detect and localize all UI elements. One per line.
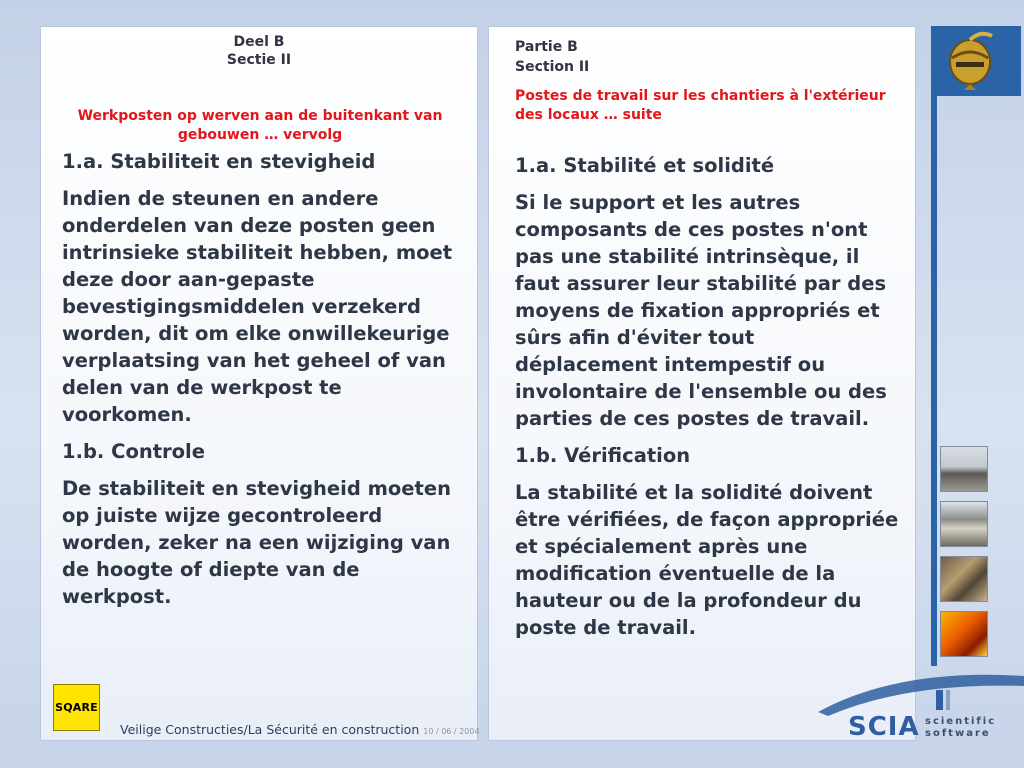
construction-photo-thumbnail [940, 556, 988, 602]
section-subtitle: Postes de travail sur les chantiers à l'extérieur des locaux … suite [515, 88, 886, 123]
part-label: Deel B [233, 34, 285, 50]
construction-photo-thumbnail [940, 611, 988, 657]
paragraph-stability: Si le support et les autres composants de ces postes n'ont pas une stabilité intrinsèque, il faut assurer leur stabilité par des moyens de fixation appropriés et sûrs afin d'éviter tout déplacement intempestif ou involontaire de l'ensemble ou des parties de ces postes de travail. [515, 191, 887, 430]
dutch-text-panel [40, 26, 478, 741]
construction-photo-thumbnail [940, 501, 988, 547]
scia-sub-line: scientific [925, 716, 997, 727]
heading-verification: 1.b. Vérification [515, 444, 691, 467]
footer-date: 10 / 06 / 2004 [423, 727, 480, 736]
footer-title: Veilige Constructies/La Sécurité en construction [120, 722, 420, 737]
blue-strip [931, 26, 937, 666]
section-label [41, 33, 477, 69]
construction-photo-thumbnail [940, 446, 988, 492]
heading-stability: 1.a. Stabiliteit en stevigheid [62, 150, 376, 173]
french-text-panel [488, 26, 916, 741]
scia-logo-text: SCIA [848, 712, 920, 742]
paragraph-control: De stabiliteit en stevigheid moeten op juiste wijze gecontroleerd worden, zeker na een wijziging van de hoogte of diepte van de werkpost. [62, 477, 451, 608]
scia-sub-line: software [925, 728, 991, 739]
knight-helmet-icon [940, 28, 1000, 92]
scia-logo-swoosh [818, 660, 1024, 720]
scia-logo-subtext [925, 716, 996, 740]
footer [120, 722, 480, 737]
section-number: Section II [515, 59, 590, 75]
part-label: Partie B [515, 39, 578, 55]
heading-control: 1.b. Controle [62, 440, 205, 463]
section-number: Sectie II [226, 52, 292, 68]
paragraph-verification: La stabilité et la solidité doivent être vérifiées, de façon appropriée et spécialement après une modification éventuelle de la hauteur ou de la profondeur du poste de travail. [515, 481, 899, 639]
section-label [515, 37, 715, 77]
heading-stability: 1.a. Stabilité et solidité [515, 154, 775, 177]
body-text [515, 142, 900, 641]
body-text [62, 138, 467, 610]
sqare-logo [53, 684, 100, 731]
sqare-logo-text: SQARE [55, 701, 98, 714]
paragraph-stability: Indien de steunen en andere onderdelen van deze posten geen intrinsieke stabiliteit hebben, moet deze door aan-gepaste bevestigingsmiddelen verzekerd worden, dit om elke onwillekeurige verplaatsing van het geheel of van delen van de werkpost te voorkomen. [62, 187, 453, 426]
section-subtitle: Werkposten op werven aan de buitenkant van gebouwen … vervolg [77, 108, 443, 143]
